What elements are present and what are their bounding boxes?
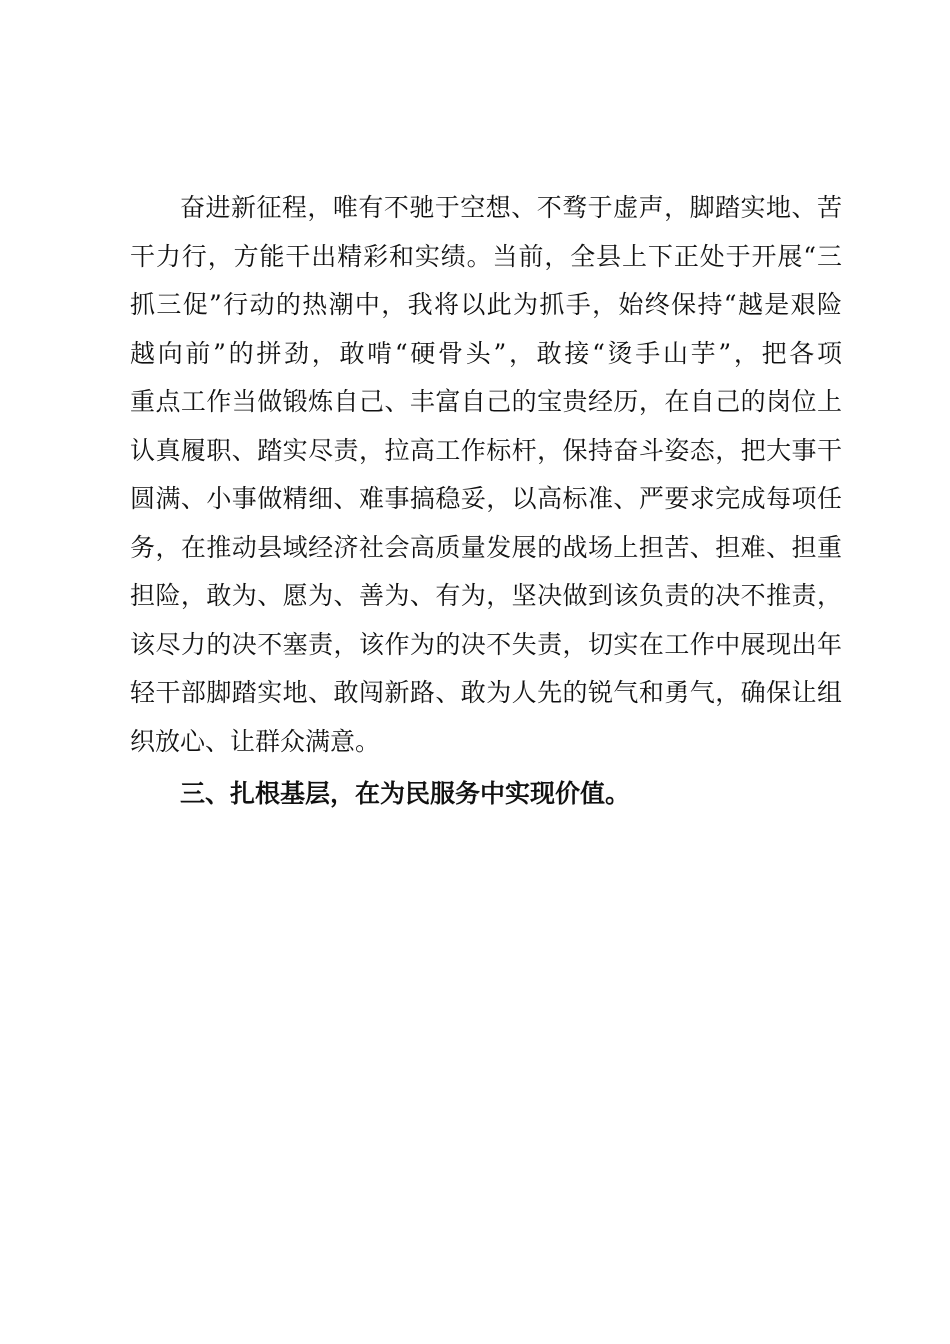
paragraph-line: 圆满、小事做精细、难事搞稳妥，以高标准、严要求完成每项任 [130, 484, 842, 513]
paragraph-line: 认真履职、踏实尽责，拉高工作标杆，保持奋斗姿态，把大事干 [130, 435, 842, 465]
document-body [130, 184, 842, 819]
paragraph-line: 轻干部脚踏实地、敢闯新路、敢为人先的锐气和勇气，确保让组 [130, 678, 842, 707]
section-heading: 三、扎根基层，在为民服务中实现价值。 [180, 779, 631, 808]
paragraph-line: 务，在推动县域经济社会高质量发展的战场上担苦、担难、担重 [130, 532, 842, 562]
paragraph-line: 抓三促”行动的热潮中，我将以此为抓手，始终保持“越是艰险 [130, 290, 842, 319]
paragraph-line: 担险，敢为、愿为、善为、有为，坚决做到该负责的决不推责， [130, 581, 842, 610]
paragraph-line: 织放心、让群众满意。 [130, 726, 381, 756]
paragraph-line: 该尽力的决不塞责，该作为的决不失责，切实在工作中展现出年 [130, 629, 842, 659]
paragraph-line: 干力行，方能干出精彩和实绩。当前，全县上下正处于开展“三 [130, 241, 842, 271]
paragraph-line: 奋进新征程，唯有不驰于空想、不骛于虚声，脚踏实地、苦 [180, 193, 842, 222]
paragraph-line: 越向前”的拼劲，敢啃“硬骨头”，敢接“烫手山芋”，把各项 [130, 338, 842, 368]
paragraph-line: 重点工作当做锻炼自己、丰富自己的宝贵经历，在自己的岗位上 [130, 387, 842, 416]
